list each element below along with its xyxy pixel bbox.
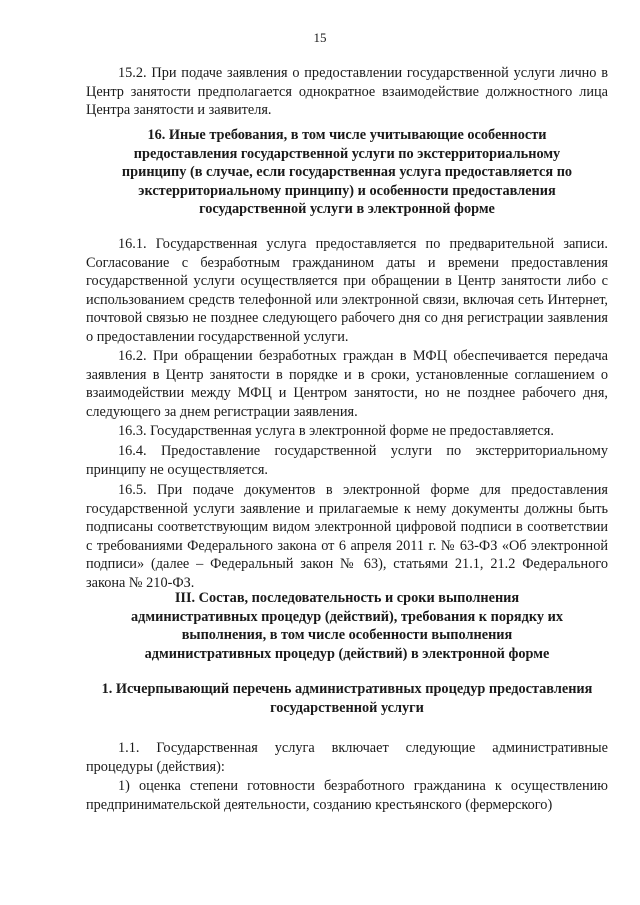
paragraph-1-1: 1.1. Государственная услуга включает следующие административные процедуры (действия): [86, 740, 608, 775]
page-number: 15 [313, 30, 327, 45]
paragraph-16-2: 16.2. При обращении безработных граждан в МФЦ обеспечивается передача заявления в Центр занятости в порядке и в сроки, установленные соглашением о взаимодействии между МФЦ и Центром занятости, но не позднее рабочего дня, следующего за днем регистрации заявления. [86, 348, 608, 420]
paragraph-16-4: 16.4. Предоставление государственной услуги по экстерриториальному принципу не осуществляется. [86, 443, 608, 478]
paragraph-16-5: 16.5. При подаче документов в электронной форме для предоставления государственной услуги заявление и прилагаемые к нему документы должны быть подписаны соответствующим видом электронной цифровой подписи в соответствии с требованиями Федерального закона от 6 апреля 2011 г. № 63-ФЗ «Об электронной подписи» (далее – Федеральный закон № 63), статьями 21.1, 21.2 Федерального закона № 210-ФЗ. [86, 482, 608, 591]
paragraph-16-3: 16.3. Государственная услуга в электронной форме не предоставляется. [118, 423, 554, 439]
paragraph-15-2: 15.2. При подаче заявления о предоставлении государственной услуги лично в Центр занятости предполагается однократное взаимодействие должностного лица Центра занятости и заявителя. [86, 65, 608, 119]
section-16-heading: 16. Иные требования, в том числе учитывающие особенности предоставления государственной услуги по экстерриториальному принципу (в случае, если государственная услуга предоставляется по экстерриториальному принципу) и особенности предоставления государственной услуги в электронной форме [121, 127, 573, 218]
section-1-heading: 1. Исчерпывающий перечень административных процедур предоставления государственной услуги [101, 681, 593, 716]
section-3-heading: III. Состав, последовательность и сроки выполнения административных процедур (действий), требования к порядку их выполнения, в том числе особенности выполнения административных процедур (действий) в электронной форме [130, 590, 564, 662]
paragraph-16-1: 16.1. Государственная услуга предоставляется по предварительной записи. Согласование с безработным гражданином даты и времени предоставления государственной услуги осуществляется при обращении в Центр занятости либо с использованием средств телефонной или электронной связи, включая сеть Интернет, почтовой связью не позднее следующего рабочего дня со дня регистрации заявления о предоставлении государственной услуги. [86, 236, 608, 345]
paragraph-1-1-item-1: 1) оценка степени готовности безработного гражданина к осуществлению предпринимательской деятельности, созданию крестьянского (фермерского) [86, 778, 608, 813]
